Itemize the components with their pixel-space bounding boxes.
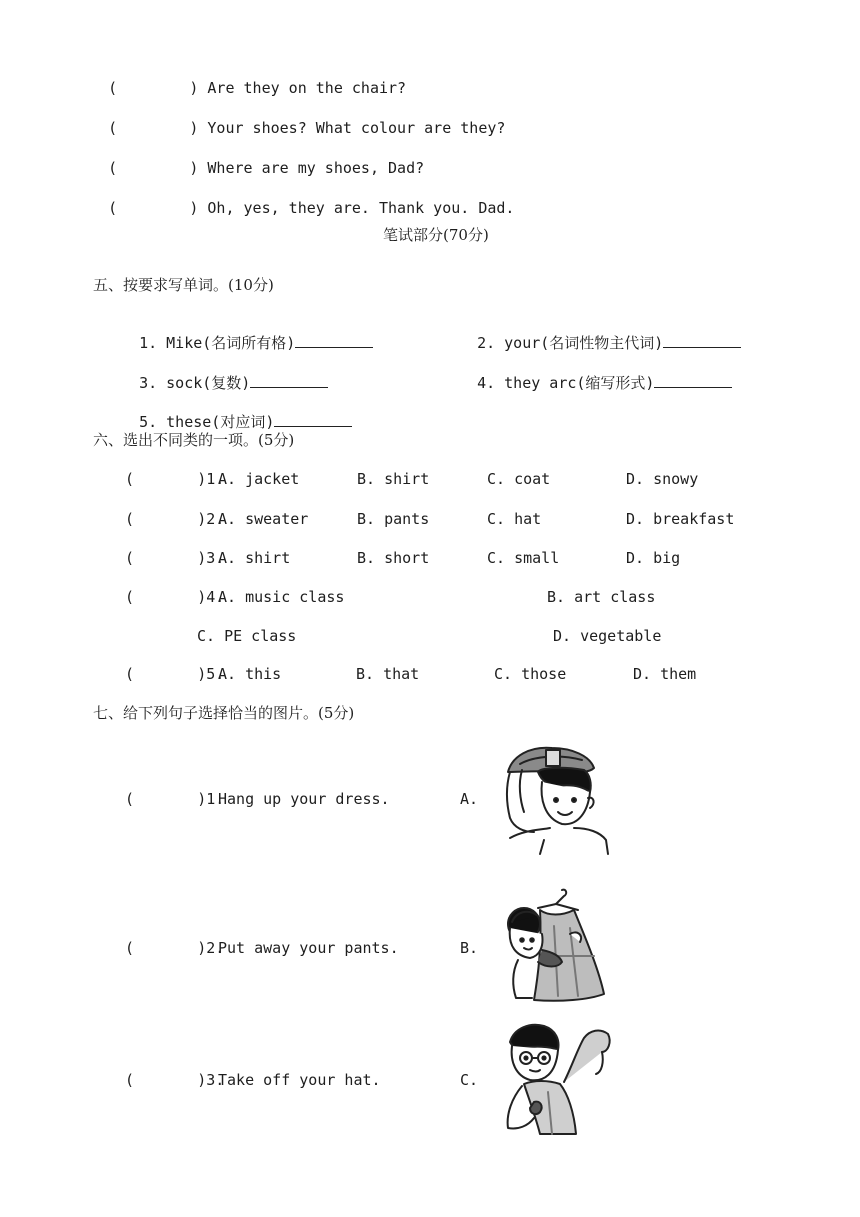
s7-option-c-label: C. <box>460 1071 479 1089</box>
item-label: 3. sock(复数) <box>139 374 251 392</box>
dialogue-text: Are they on the chair? <box>207 79 407 97</box>
section5-item-1 <box>121 315 373 352</box>
q4-option-a: A. music class <box>218 588 345 606</box>
q4-option-d: D. vegetable <box>553 627 662 645</box>
section5-item-3 <box>121 355 328 392</box>
s7-item-3-number[interactable]: ( )3. <box>125 1071 225 1089</box>
q3-option-b: B. short <box>357 549 430 567</box>
q5-option-c: C. those <box>494 665 567 683</box>
written-part-title: 笔试部分(70分) <box>383 226 489 244</box>
answer-paren[interactable]: ( ) <box>108 79 199 97</box>
dialogue-text: Your shoes? What colour are they? <box>207 119 506 137</box>
q2-option-a: A. sweater <box>218 510 309 528</box>
q5-option-a: A. this <box>218 665 282 683</box>
answer-blank[interactable] <box>250 373 328 388</box>
item-label: 4. they arc(缩写形式) <box>477 374 655 392</box>
section5-heading: 五、按要求写单词。(10分) <box>93 276 274 294</box>
answer-paren[interactable]: ( ) <box>108 199 199 217</box>
s7-item-1-number[interactable]: ( )1. <box>125 790 225 808</box>
answer-blank[interactable] <box>274 412 352 427</box>
section7-heading: 七、给下列句子选择恰当的图片。(5分) <box>93 704 355 722</box>
section5-item-5 <box>121 394 352 431</box>
boy-taking-off-hat-icon <box>500 742 612 856</box>
item-label: 1. Mike(名词所有格) <box>139 334 296 352</box>
q1-option-d: D. snowy <box>626 470 699 488</box>
q5-number[interactable]: ( )5. <box>125 665 225 683</box>
dialogue-line-3 <box>90 141 424 177</box>
q3-option-a: A. shirt <box>218 549 291 567</box>
q4-option-c: C. PE class <box>197 627 297 645</box>
boy-with-glasses-putting-on-shirt-icon <box>504 1022 616 1140</box>
s7-option-b-label: B. <box>460 939 479 957</box>
q3-number[interactable]: ( )3. <box>125 549 225 567</box>
q4-number[interactable]: ( )4. <box>125 588 225 606</box>
q5-option-b: B. that <box>356 665 420 683</box>
girl-holding-dress-icon <box>498 886 610 1006</box>
s7-option-a-label: A. <box>460 790 479 808</box>
q5-option-d: D. them <box>633 665 697 683</box>
q3-option-d: D. big <box>626 549 681 567</box>
q2-option-b: B. pants <box>357 510 430 528</box>
s7-item-1-text: Hang up your dress. <box>218 790 390 808</box>
dialogue-text: Where are my shoes, Dad? <box>207 159 425 177</box>
dialogue-line-4 <box>90 181 514 217</box>
q2-option-d: D. breakfast <box>626 510 735 528</box>
answer-blank[interactable] <box>663 333 741 348</box>
q4-option-b: B. art class <box>547 588 656 606</box>
answer-blank[interactable] <box>654 373 732 388</box>
answer-paren[interactable]: ( ) <box>108 159 199 177</box>
item-label: 5. these(对应词) <box>139 413 275 431</box>
answer-blank[interactable] <box>295 333 373 348</box>
dialogue-line-2 <box>90 101 505 137</box>
q2-option-c: C. hat <box>487 510 542 528</box>
dialogue-line-1 <box>90 61 406 97</box>
section6-heading: 六、选出不同类的一项。(5分) <box>93 431 295 449</box>
q3-option-c: C. small <box>487 549 560 567</box>
q1-number[interactable]: ( )1. <box>125 470 225 488</box>
answer-paren[interactable]: ( ) <box>108 119 199 137</box>
q1-option-c: C. coat <box>487 470 551 488</box>
section5-item-2 <box>459 315 741 352</box>
q1-option-b: B. shirt <box>357 470 430 488</box>
dialogue-text: Oh, yes, they are. Thank you. Dad. <box>207 199 515 217</box>
s7-item-2-number[interactable]: ( )2. <box>125 939 225 957</box>
q1-option-a: A. jacket <box>218 470 300 488</box>
s7-item-3-text: Take off your hat. <box>218 1071 381 1089</box>
section5-item-4 <box>459 355 732 392</box>
q2-number[interactable]: ( )2. <box>125 510 225 528</box>
item-label: 2. your(名词性物主代词) <box>477 334 664 352</box>
s7-item-2-text: Put away your pants. <box>218 939 399 957</box>
